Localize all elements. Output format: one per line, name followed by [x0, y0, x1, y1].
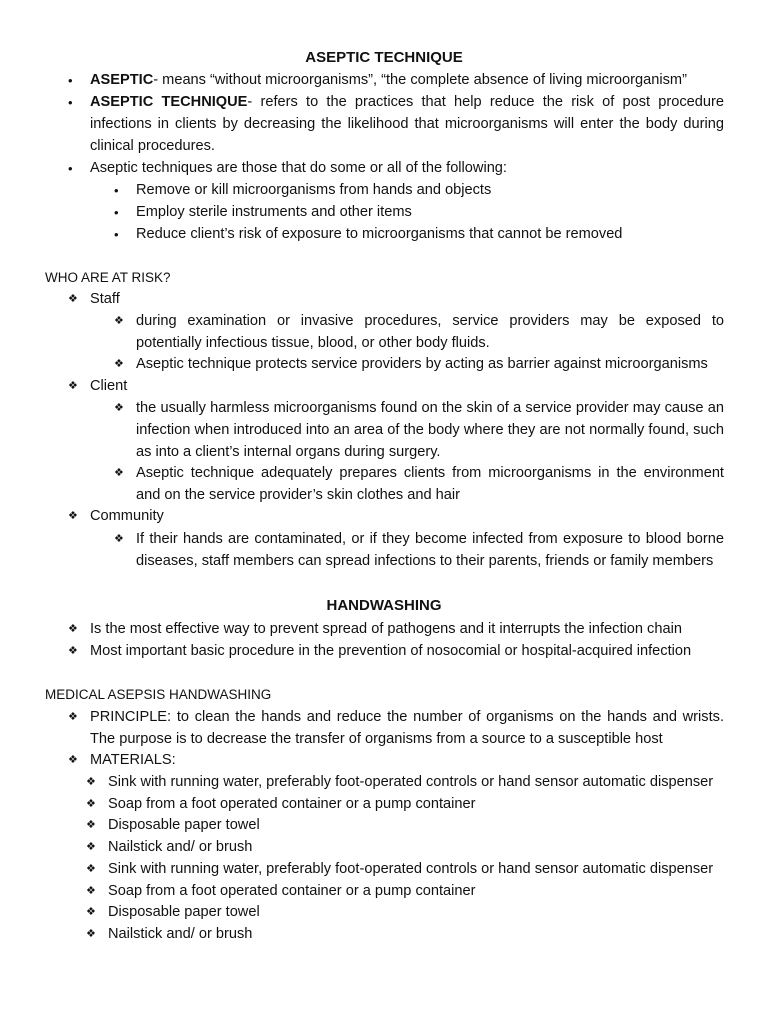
principle-term: PRINCIPLE:: [90, 709, 172, 725]
material-item: Nailstick and/ or brush: [108, 926, 253, 942]
material-item: Soap from a foot operated container or a pump container: [108, 883, 476, 899]
diamond-bullet-icon: ❖: [68, 380, 78, 392]
diamond-bullet-icon: ❖: [114, 467, 124, 479]
diamond-bullet-icon: ❖: [68, 711, 78, 723]
list-item: [68, 70, 724, 92]
list-item: [114, 398, 724, 464]
diamond-bullet-icon: ❖: [114, 402, 124, 414]
diamond-bullet-icon: ❖: [86, 863, 96, 875]
bullet-icon: •: [114, 205, 119, 220]
diamond-bullet-icon: ❖: [86, 928, 96, 940]
list-item: [114, 180, 724, 202]
list-item: [114, 354, 724, 376]
aseptic-title: ASEPTIC TECHNIQUE: [305, 49, 463, 66]
def-term: ASEPTIC TECHNIQUE: [90, 94, 248, 110]
list-item: [86, 794, 724, 816]
intro-text: Aseptic techniques are those that do some or all of the following:: [90, 160, 507, 176]
list-item: [86, 902, 724, 924]
risk-group-label: Client: [90, 378, 128, 394]
bullet-icon: •: [114, 183, 119, 198]
list-item: [68, 641, 724, 663]
list-item: [114, 463, 724, 507]
list-item: [86, 772, 724, 794]
material-item: Sink with running water, preferably foot-operated controls or hand sensor automatic dispenser: [108, 861, 714, 877]
diamond-bullet-icon: ❖: [68, 754, 78, 766]
diamond-bullet-icon: ❖: [68, 510, 78, 522]
list-item: [114, 202, 724, 224]
list-item-text: the usually harmless microorganisms found on the skin of a service provider may cause an infection when introduced into an area of the body where they are not normally found, such as into a client’s internal organs during surgery.: [136, 400, 724, 460]
list-item-text: Remove or kill microorganisms from hands and objects: [136, 182, 492, 198]
list-item: [68, 92, 724, 158]
bullet-icon: •: [68, 73, 73, 88]
material-item: Sink with running water, preferably foot-operated controls or hand sensor automatic dispenser: [108, 774, 714, 790]
material-item: Disposable paper towel: [108, 817, 260, 833]
def-text: - means “without microorganisms”, “the complete absence of living microorganism”: [153, 72, 687, 88]
list-item: [68, 158, 724, 180]
list-item: [68, 376, 724, 398]
def-text: - refers to the practices that help reduce the risk of post procedure infections in clients by decreasing the likelihood that microorganisms will enter the body during clinical procedures.: [90, 94, 725, 154]
list-item: [68, 619, 724, 641]
list-item: [114, 529, 724, 573]
bullet-icon: •: [68, 95, 73, 110]
list-item: [68, 707, 724, 751]
bullet-icon: •: [68, 161, 73, 176]
diamond-bullet-icon: ❖: [86, 776, 96, 788]
diamond-bullet-icon: ❖: [114, 358, 124, 370]
list-item: [114, 311, 724, 355]
list-item: [86, 837, 724, 859]
list-item-text: Employ sterile instruments and other items: [136, 204, 412, 220]
list-item: [86, 815, 724, 837]
diamond-bullet-icon: ❖: [114, 533, 124, 545]
material-item: Disposable paper towel: [108, 904, 260, 920]
medical-title: MEDICAL ASEPSIS HANDWASHING: [45, 687, 272, 702]
bullet-icon: •: [114, 227, 119, 242]
risk-group-label: Staff: [90, 291, 120, 307]
material-item: Soap from a foot operated container or a pump container: [108, 796, 476, 812]
list-item: [86, 881, 724, 903]
list-item-text: Most important basic procedure in the prevention of nosocomial or hospital-acquired infection: [90, 643, 692, 659]
list-item: [68, 506, 724, 528]
material-item: Nailstick and/ or brush: [108, 839, 253, 855]
diamond-bullet-icon: ❖: [86, 819, 96, 831]
diamond-bullet-icon: ❖: [86, 841, 96, 853]
diamond-bullet-icon: ❖: [68, 645, 78, 657]
diamond-bullet-icon: ❖: [86, 906, 96, 918]
list-item-text: Reduce client’s risk of exposure to microorganisms that cannot be removed: [136, 226, 623, 242]
handwashing-title: HANDWASHING: [326, 597, 442, 614]
list-item: [86, 859, 724, 881]
diamond-bullet-icon: ❖: [68, 293, 78, 305]
materials-label: MATERIALS:: [90, 752, 176, 768]
diamond-bullet-icon: ❖: [114, 315, 124, 327]
diamond-bullet-icon: ❖: [86, 885, 96, 897]
diamond-bullet-icon: ❖: [86, 798, 96, 810]
def-term: ASEPTIC: [90, 72, 154, 88]
risk-title: WHO ARE AT RISK?: [45, 270, 171, 285]
list-item: [86, 924, 724, 946]
list-item-text: Aseptic technique protects service providers by acting as barrier against microorganisms: [136, 356, 708, 372]
list-item-text: during examination or invasive procedures, service providers may be exposed to potentially infectious tissue, blood, or other body fluids.: [136, 313, 724, 351]
list-item: [68, 289, 724, 311]
list-item: [114, 224, 724, 246]
list-item-text: If their hands are contaminated, or if they become infected from exposure to blood borne diseases, staff members can spread infections to their parents, friends or family members: [136, 531, 724, 569]
list-item: [68, 750, 724, 772]
list-item-text: Is the most effective way to prevent spread of pathogens and it interrupts the infection chain: [90, 621, 682, 637]
principle-text: to clean the hands and reduce the number of organisms on the hands and wrists. The purpose is to decrease the transfer of organisms from a source to a susceptible host: [90, 709, 724, 747]
risk-group-label: Community: [90, 508, 164, 524]
list-item-text: Aseptic technique adequately prepares clients from microorganisms in the environment and on the service provider’s skin clothes and hair: [136, 465, 724, 503]
diamond-bullet-icon: ❖: [68, 623, 78, 635]
